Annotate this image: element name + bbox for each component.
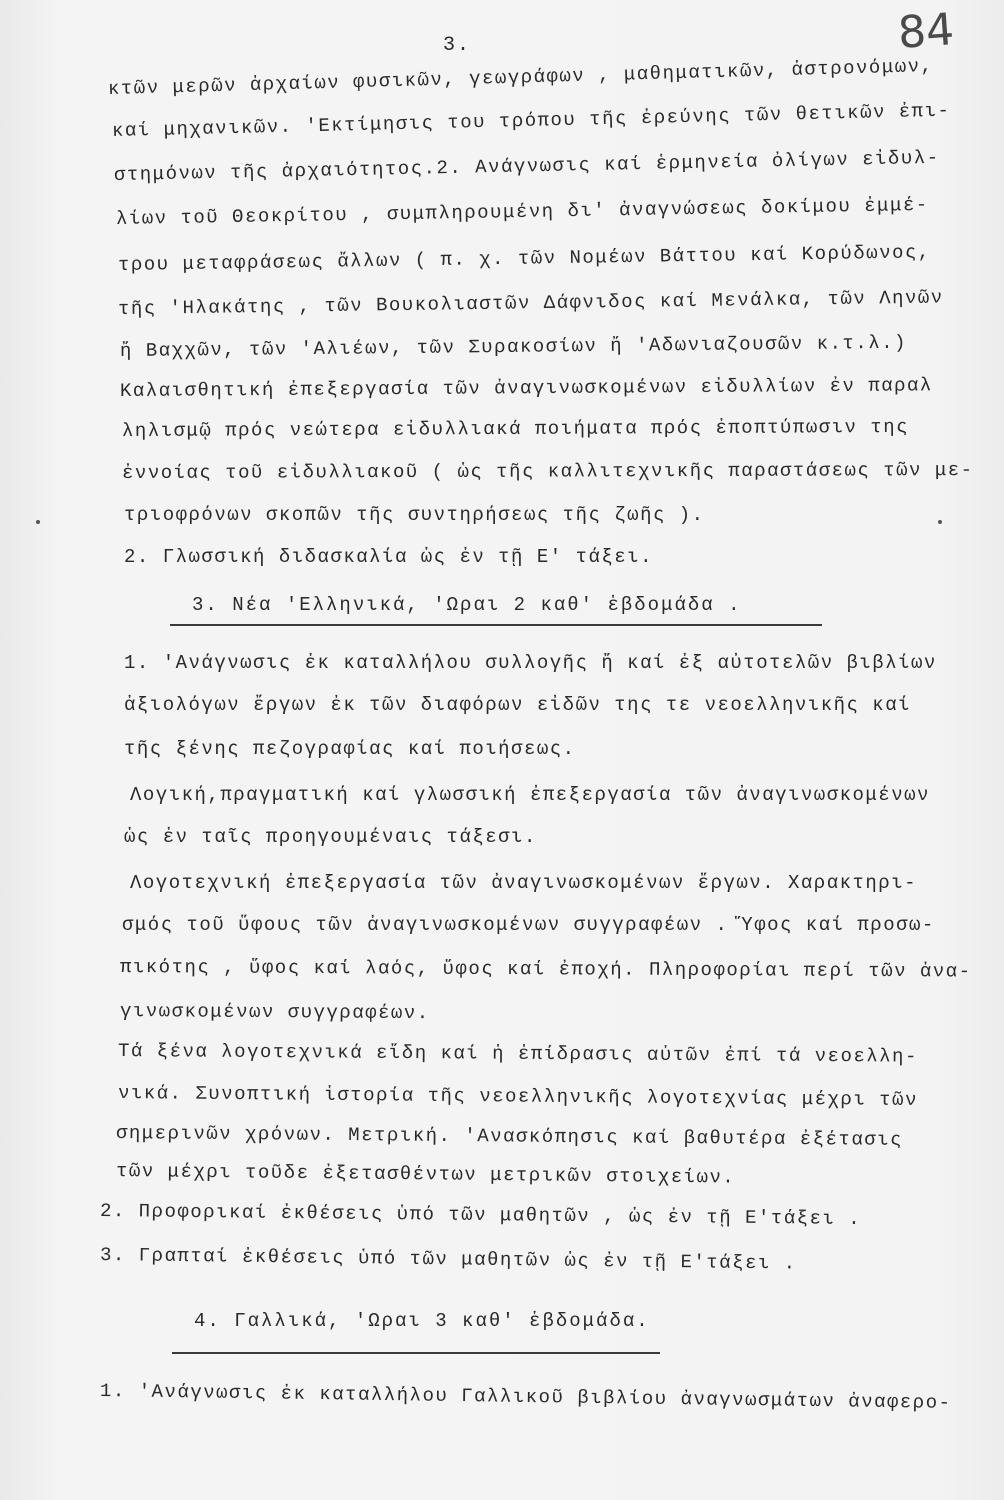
heading-underline [170, 624, 822, 626]
text-line-22: Τά ξένα λογοτεχνικά εἴδη καί ἡ ἐπίδρασις αὐτῶν ἐπί τά νεοελλη- [117, 1040, 918, 1068]
handwritten-archive-number: 84 [896, 4, 956, 59]
margin-speck [938, 520, 942, 524]
text-line-2: καί μηχανικῶν. 'Εκτίμησις του τρόπου τῆς ἐρεύνης τῶν θετικῶν ἐπι- [111, 99, 951, 142]
text-line-11: τριοφρόνων σκοπῶν τῆς συντηρήσεως τῆς ζωῆς ). [124, 504, 705, 526]
text-line-17: ὡς ἐν ταῖς προηγουμέναις τάξεσι. [124, 826, 537, 848]
margin-speck [36, 520, 40, 524]
text-line-19: σμός τοῦ ὕφους τῶν ἀναγινωσκομένων συγγραφέων . Ὕφος καί προσω- [122, 914, 935, 936]
text-line-10: ἐννοίας τοῦ εἰδυλλιακοῦ ( ὡς τῆς καλλιτεχνικῆς παραστάσεως τῶν με- [121, 459, 974, 484]
text-line-25: τῶν μέχρι τοῦδε ἐξετασθέντων μετρικῶν στοιχείων. [115, 1160, 736, 1189]
text-line-24: σημερινῶν χρόνων. Μετρική. 'Ανασκόπησις καί βαθυτέρα ἐξέτασις [115, 1122, 904, 1151]
text-line-12: 2. Γλωσσική διδασκαλία ὡς ἐν τῇ Ε' τάξει. [124, 546, 653, 568]
text-line-18: Λογοτεχνική ἐπεξεργασία τῶν ἀναγινωσκομένων ἔργων. Χαρακτηρι- [130, 872, 918, 894]
section-heading-french: 4. Γαλλικά, 'Ωραι 3 καθ' ἑβδομάδα. [194, 1310, 650, 1332]
text-line-14: ἀξιολόγων ἔργων ἐκ τῶν διαφόρων εἰδῶν της τε νεοελληνικῆς καί [124, 694, 912, 716]
text-line-23: νικά. Συνοπτική ἱστορία τῆς νεοελληνικῆς λογοτεχνίας μέχρι τῶν [117, 1082, 918, 1111]
text-line-20: πικότης , ὕφος καί λαός, ὕφος καί ἐποχή. Πληροφορίαι περί τῶν ἀνα- [119, 956, 972, 983]
text-line-21: γινωσκομένων συγγραφέων. [119, 1000, 430, 1025]
text-line-28: 1. 'Ανάγνωσις ἐκ καταλλήλου Γαλλικοῦ βιβλίου ἀναγνωσμάτων ἀναφερο- [99, 1380, 952, 1414]
text-line-13: 1. 'Ανάγνωσις ἐκ καταλλήλου συλλογῆς ἤ καί ἐξ αὐτοτελῶν βιβλίων [124, 652, 937, 674]
text-line-4: λίων τοῦ Θεοκρίτου , συμπληρουμένη δι' ἀναγνώσεως δοκίμου ἐμμέ- [115, 193, 929, 230]
text-line-15: τῆς ξένης πεζογραφίας καί ποιήσεως. [124, 738, 576, 760]
text-line-1: κτῶν μερῶν ἀρχαίων φυσικῶν, γεωγράφων , μαθηματικῶν, ἀστρονόμων, [107, 54, 934, 100]
text-line-8: Καλαισθητική ἐπεξεργασία τῶν ἀναγινωσκομένων εἰδυλλίων ἐν παραλ [119, 374, 933, 402]
text-line-16: Λογική,πραγματική καί γλωσσική ἐπεξεργασία τῶν ἀναγινωσκομένων [130, 784, 930, 806]
text-line-9: ληλισμῷ πρός νεώτερα εἰδυλλιακά ποιήματα πρός ἐποπτύπωσιν της [121, 415, 910, 442]
page-number: 3. [443, 34, 472, 57]
heading-underline [172, 1352, 660, 1354]
text-line-27: 3. Γραπταί ἐκθέσεις ὑπό τῶν μαθητῶν ὡς ἐν τῇ Ε'τάξει . [99, 1244, 797, 1275]
text-line-3: στημόνων τῆς ἀρχαιότητος.2. Ανάγνωσις καί ἑρμηνεία ὀλίγων εἰδυλ- [113, 146, 940, 186]
text-line-26: 2. Προφορικαί ἐκθέσεις ὑπό τῶν μαθητῶν , ὡς ἐν τῇ Ε'τάξει . [99, 1200, 862, 1230]
text-line-7: ἤ Βαχχῶν, τῶν 'Αλιέων, τῶν Συρακοσίων ἤ 'Αδωνιαζουσῶν κ.τ.λ.) [119, 331, 908, 362]
section-heading-modern-greek: 3. Νέα 'Ελληνικά, 'Ωραι 2 καθ' ἑβδομάδα . [192, 594, 742, 616]
text-line-6: τῆς 'Ηλακάτης , τῶν Βουκολιαστῶν Δάφνιδος καί Μενάλκα, τῶν Ληνῶν [117, 286, 944, 320]
text-line-5: τρου μεταφράσεως ἄλλων ( π. χ. τῶν Νομέων Βάττου καί Κορύδωνος, [117, 241, 931, 276]
